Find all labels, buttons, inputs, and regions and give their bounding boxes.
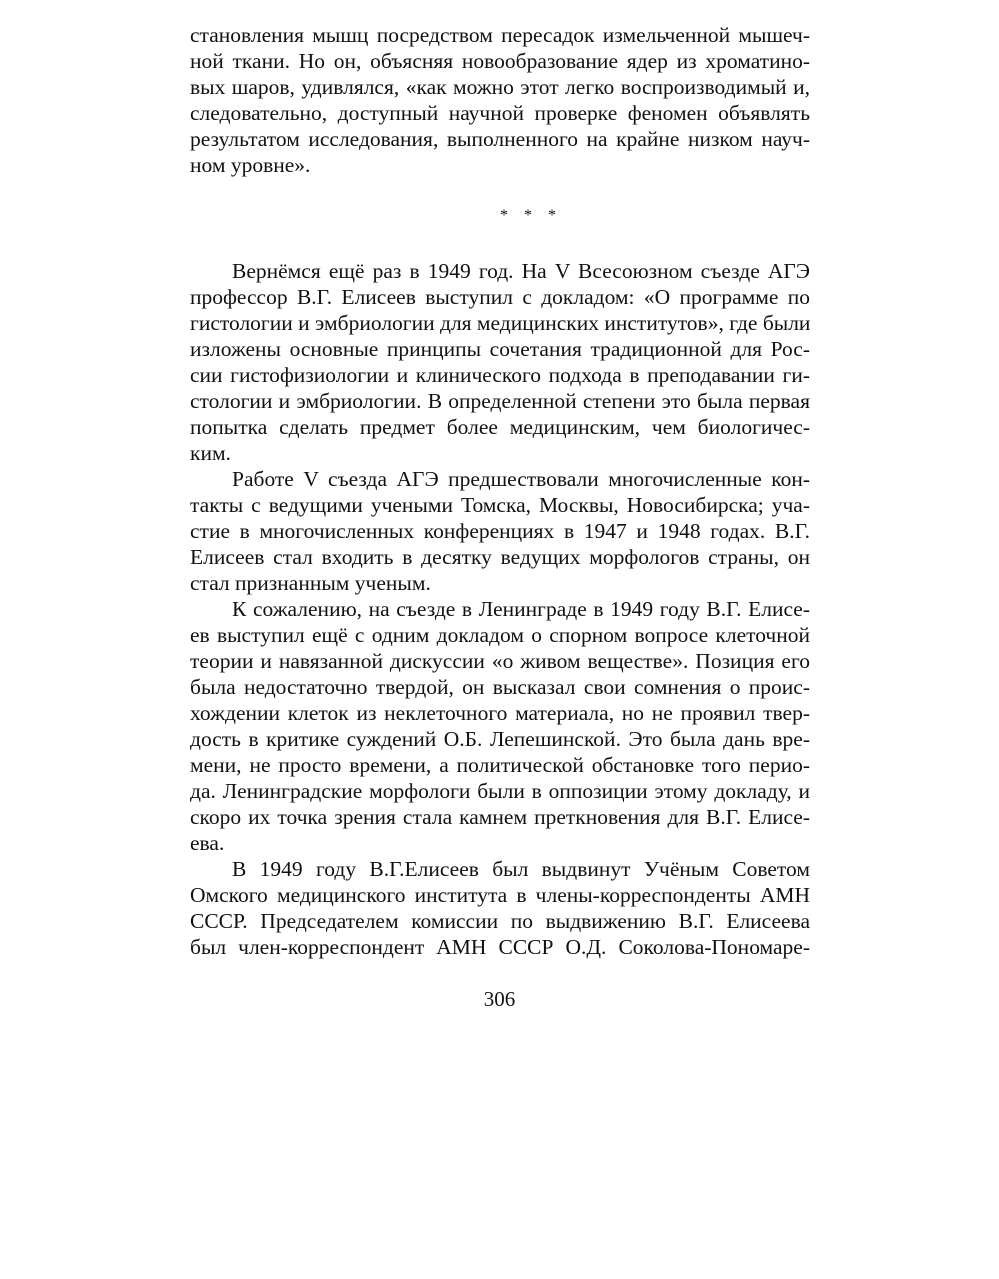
text-line: Вернёмся ещё раз в 1949 год. На V Всесоюзном съезде АГЭ <box>232 259 810 283</box>
text-line: да. Ленинградские морфологи были в оппозиции этому докладу, и <box>190 779 810 803</box>
text-line: Омского медицинского института в члены-корреспонденты АМН <box>190 883 810 907</box>
text-line: К сожалению, на съезде в Ленинграде в 1949 году В.Г. Елисе- <box>232 597 810 621</box>
text-line: хождении клеток из неклеточного материала, но не проявил твер- <box>190 701 810 725</box>
text-line: мени, не просто времени, а политической обстановке того перио- <box>190 753 810 777</box>
text-line: профессор В.Г. Елисеев выступил с докладом: «О программе по <box>190 285 810 309</box>
text-line: ной ткани. Но он, объясняя новообразование ядер из хроматино- <box>190 49 810 73</box>
text-line: гистологии и эмбриологии для медицинских институтов», где были <box>190 311 811 335</box>
text-line: попытка сделать предмет более медицинским, чем биологичес- <box>190 415 810 439</box>
text-line: ким. <box>190 441 231 465</box>
text-line: сии гистофизиологии и клинического подхода в преподавании ги- <box>190 363 810 387</box>
text-line: становления мышц посредством пересадок измельченной мышеч- <box>190 23 810 47</box>
text-line: был член-корреспондент АМН СССР О.Д. Соколова-Пономаре- <box>190 935 810 959</box>
text-line: стие в многочисленных конференциях в 1947 и 1948 годах. В.Г. <box>190 519 810 543</box>
text-line: стал признанным ученым. <box>190 571 431 595</box>
paragraph-1 <box>190 258 810 466</box>
text-line: В 1949 году В.Г.Елисеев был выдвинут Учёным Советом <box>232 857 810 881</box>
page-number: 306 <box>483 987 516 1011</box>
text-line: ева. <box>190 831 225 855</box>
main-text <box>190 258 810 960</box>
text-line: результатом исследования, выполненного на крайне низком науч- <box>190 127 810 151</box>
text-line: ном уровне». <box>190 153 311 177</box>
text-line: изложены основные принципы сочетания традиционной для Рос- <box>190 337 810 361</box>
paragraph-continuation <box>190 22 810 178</box>
text-line: следовательно, доступный научной проверке феномен объявлять <box>190 101 810 125</box>
text-line: СССР. Председателем комиссии по выдвижению В.Г. Елисеева <box>190 909 810 933</box>
page-body <box>190 22 810 960</box>
text-line: дость в критике суждений О.Б. Лепешинской. Это была дань вре- <box>190 727 810 751</box>
text-line: ев выступил ещё с одним докладом о спорном вопросе клеточной <box>190 623 810 647</box>
paragraph-3 <box>190 596 810 856</box>
text-line: Елисеев стал входить в десятку ведущих морфологов страны, он <box>190 545 810 569</box>
text-line: Работе V съезда АГЭ предшествовали многочисленные кон- <box>232 467 810 491</box>
text-line: теории и навязанной дискуссии «о живом веществе». Позиция его <box>190 649 810 673</box>
text-line: была недостаточно твердой, он высказал свои сомнения о проис- <box>190 675 810 699</box>
text-line: стологии и эмбриологии. В определенной степени это была первая <box>190 389 810 413</box>
paragraph-2 <box>190 466 810 596</box>
text-line: скоро их точка зрения стала камнем преткновения для В.Г. Елисе- <box>190 805 810 829</box>
paragraph-4 <box>190 856 810 960</box>
text-line: вых шаров, удивлялся, «как можно этот легко воспроизводимый и, <box>190 75 810 99</box>
text-line: такты с ведущими учеными Томска, Москвы, Новосибирска; уча- <box>190 493 810 517</box>
section-separator: * * * <box>500 207 562 224</box>
